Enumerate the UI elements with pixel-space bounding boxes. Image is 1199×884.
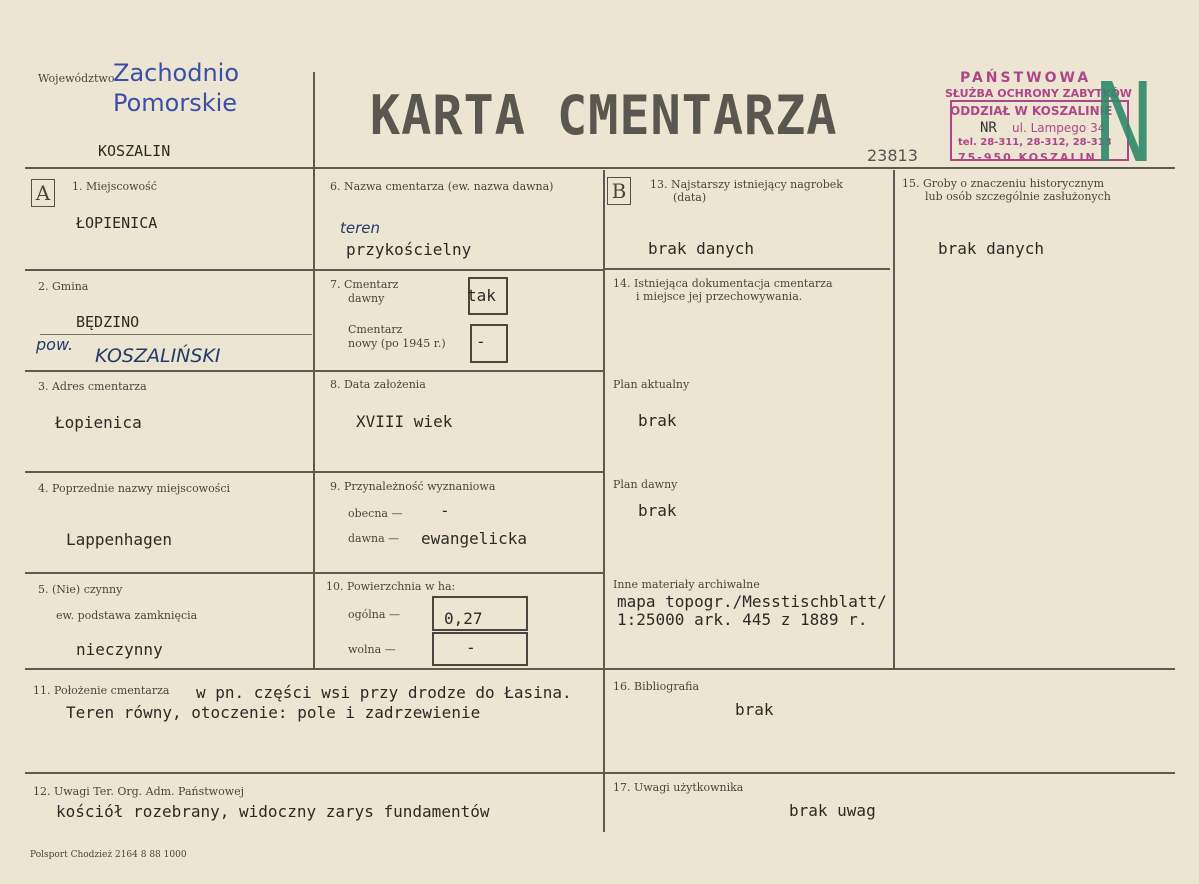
inne-materialy-value-line2: 1:25000 ark. 445 z 1889 r.	[617, 610, 868, 629]
wojewodztwo-line2: Pomorskie	[113, 89, 238, 117]
field-12-value: kościół rozebrany, widoczny zarys fundamentów	[56, 802, 490, 821]
stamp-line: SŁUŻBA OCHRONY ZABYTKÓW	[945, 87, 1132, 100]
field-9-dawna-value: ewangelicka	[421, 529, 527, 548]
field-11-label: 11. Położenie cmentarza	[33, 684, 170, 697]
stamp-line: ul. Lampego 34	[1012, 121, 1106, 135]
field-6-label: 6. Nazwa cmentarza (ew. nazwa dawna)	[330, 180, 554, 193]
inne-materialy-value-line1: mapa topogr./Messtischblatt/	[617, 592, 887, 611]
field-4-label: 4. Poprzednie nazwy miejscowości	[38, 482, 231, 495]
plan-dawny-label: Plan dawny	[613, 478, 678, 491]
field-2-pow-value: KOSZALIŃSKI	[95, 345, 221, 367]
field-10-ogolna-value: 0,27	[444, 609, 483, 628]
field-9-obecna-label: obecna —	[348, 507, 403, 520]
divider	[25, 471, 605, 473]
field-1-value: ŁOPIENICA	[76, 214, 158, 232]
field-2-pow: pow.	[36, 335, 74, 354]
field-15-label: 15. Groby o znaczeniu historycznym	[902, 177, 1105, 190]
divider	[40, 334, 312, 335]
field-10-wolna-value: -	[466, 638, 476, 657]
field-10-ogolna-label: ogólna —	[348, 608, 400, 621]
field-8-label: 8. Data założenia	[330, 378, 426, 391]
field-14-label: 14. Istniejąca dokumentacja cmentarza	[613, 277, 833, 290]
field-15-sublabel: lub osób szczególnie zasłużonych	[925, 190, 1111, 203]
field-7-label: 7. Cmentarz	[330, 278, 399, 291]
field-13-sublabel: (data)	[673, 191, 707, 204]
stamp-nr: NR	[980, 120, 997, 136]
divider	[25, 167, 1175, 169]
divider	[893, 170, 895, 668]
field-9-label: 9. Przynależność wyznaniowa	[330, 480, 496, 493]
field-7-box-old-value: tak	[467, 286, 496, 305]
field-2-value: BĘDZINO	[76, 313, 140, 331]
plan-aktualny-value: brak	[638, 411, 677, 430]
field-13-label: 13. Najstarszy istniejący nagrobek	[650, 178, 843, 191]
field-12-label: 12. Uwagi Ter. Org. Adm. Państwowej	[33, 785, 245, 798]
field-10-label: 10. Powierzchnia w ha:	[326, 580, 456, 593]
field-9-obecna-value: -	[440, 501, 450, 520]
field-7-box-new	[470, 324, 508, 363]
field-2-label: 2. Gmina	[38, 280, 89, 293]
field-4-value: Lappenhagen	[66, 530, 172, 549]
field-5-sublabel: ew. podstawa zamknięcia	[56, 609, 198, 622]
section-b-marker: B	[607, 177, 631, 205]
stamp-line: PAŃSTWOWA	[960, 70, 1092, 86]
field-9-dawna-label: dawna —	[348, 532, 400, 545]
field-1-label: 1. Miejscowość	[72, 180, 157, 193]
section-a-marker: A	[31, 179, 55, 207]
wojewodztwo-label: Województwo	[38, 72, 115, 85]
field-16-label: 16. Bibliografia	[613, 680, 700, 693]
field-11-value-line2: Teren równy, otoczenie: pole i zadrzewienie	[66, 703, 481, 722]
field-7-box-new-value: -	[476, 332, 486, 351]
divider	[25, 370, 605, 372]
field-17-label: 17. Uwagi użytkownika	[613, 781, 744, 794]
divider	[25, 269, 605, 271]
stamp-line: ODDZIAŁ W KOSZALINIE	[950, 104, 1113, 118]
divider	[25, 772, 1175, 774]
field-16-value: brak	[735, 700, 774, 719]
field-5-label: 5. (Nie) czynny	[38, 583, 123, 596]
field-10-wolna-label: wolna —	[348, 643, 396, 656]
field-11-value-line1: w pn. części wsi przy drodze do Łasina.	[196, 683, 572, 702]
divider	[25, 572, 605, 574]
field-7-label-new: Cmentarz	[348, 323, 403, 336]
field-8-value: XVIII wiek	[356, 412, 453, 431]
field-14-sublabel: i miejsce jej przechowywania.	[636, 290, 803, 303]
field-3-value: Łopienica	[55, 413, 142, 432]
field-15-value: brak danych	[938, 239, 1044, 258]
printer-footer: Polsport Chodzież 2164 8 88 1000	[30, 850, 187, 860]
field-10-ogolna-box	[432, 596, 528, 631]
field-10-wolna-box	[432, 632, 528, 666]
field-7-dawny: dawny	[348, 292, 385, 305]
field-13-value: brak danych	[648, 239, 754, 258]
field-6-handwritten: teren	[340, 219, 381, 237]
stamp-line: 75-950 KOSZALIN	[958, 151, 1097, 164]
field-7-box-old	[468, 277, 508, 315]
stamp-line: tel. 28-311, 28-312, 28-313	[958, 137, 1112, 148]
plan-dawny-value: brak	[638, 501, 677, 520]
field-6-value: przykościelny	[346, 240, 472, 259]
city-name: KOSZALIN	[98, 142, 171, 160]
page-title: KARTA CMENTARZA	[370, 84, 838, 147]
field-7-nowy: nowy (po 1945 r.)	[348, 337, 446, 350]
divider	[25, 668, 1175, 670]
plan-aktualny-label: Plan aktualny	[613, 378, 690, 391]
field-5-value: nieczynny	[76, 640, 163, 659]
inne-materialy-label: Inne materiały archiwalne	[613, 578, 760, 591]
divider	[605, 268, 890, 270]
field-17-value: brak uwag	[789, 801, 876, 820]
wojewodztwo-line1: Zachodnio	[113, 59, 240, 87]
stamp-number: 23813	[867, 146, 918, 165]
big-letter-mark: N	[1093, 59, 1155, 187]
field-3-label: 3. Adres cmentarza	[38, 380, 147, 393]
